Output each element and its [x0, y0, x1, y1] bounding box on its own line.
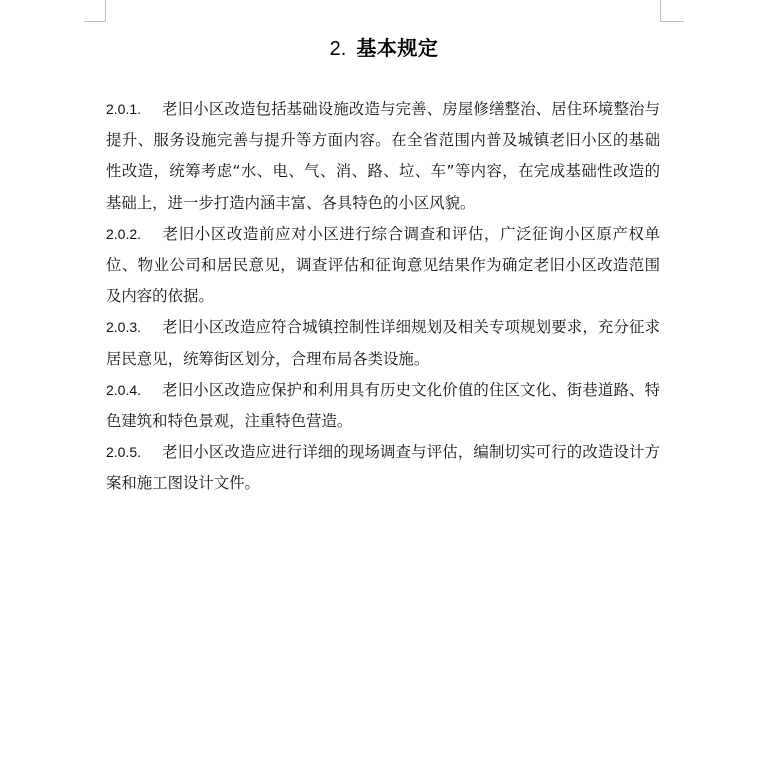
crop-mark-top-right: [660, 0, 684, 22]
clause-number: 2.0.1.: [106, 101, 142, 117]
clause-text: 老旧小区改造前应对小区进行综合调查和评估，广泛征询小区原产权单位、物业公司和居民意见，调查评估和征询意见结果作为确定老旧小区改造范围及内容的依据。: [106, 224, 660, 306]
clause-text: 老旧小区改造应符合城镇控制性详细规划及相关专项规划要求，充分征求居民意见，统筹街区划分，合理布局各类设施。: [106, 318, 660, 368]
clause-2-0-5: [106, 437, 660, 499]
clause-text: 老旧小区改造应进行详细的现场调查与评估，编制切实可行的改造设计方案和施工图设计文件。: [106, 443, 660, 493]
clause-number: 2.0.2.: [106, 225, 142, 242]
crop-mark-top-left: [84, 0, 106, 22]
clause-2-0-2: [106, 219, 660, 313]
clause-2-0-1: [106, 94, 660, 219]
clause-text: 老旧小区改造应保护和利用具有历史文化价值的住区文化、街巷道路、特色建筑和特色景观，注重特色营造。: [106, 380, 660, 431]
section-heading: [0, 34, 768, 63]
clause-2-0-4: [106, 375, 660, 437]
clause-number: 2.0.4.: [106, 381, 142, 398]
clause-number: 2.0.5.: [106, 444, 142, 461]
clause-number: 2.0.3.: [106, 319, 142, 336]
clause-text: 老旧小区改造包括基础设施改造与完善、房屋修缮整治、居住环境整治与提升、服务设施完善与提升等方面内容。在全省范围内普及城镇老旧小区的基础性改造，统筹考虑“水、电、气、消、路、垃、车”等内容，在完成基础性改造的基础上，进一步打造内涵丰富、各具特色的小区风貌。: [106, 100, 660, 212]
section-title: 基本规定: [356, 36, 439, 60]
section-body: [106, 94, 660, 500]
section-number: 2.: [329, 38, 347, 60]
clause-2-0-3: [106, 312, 660, 374]
